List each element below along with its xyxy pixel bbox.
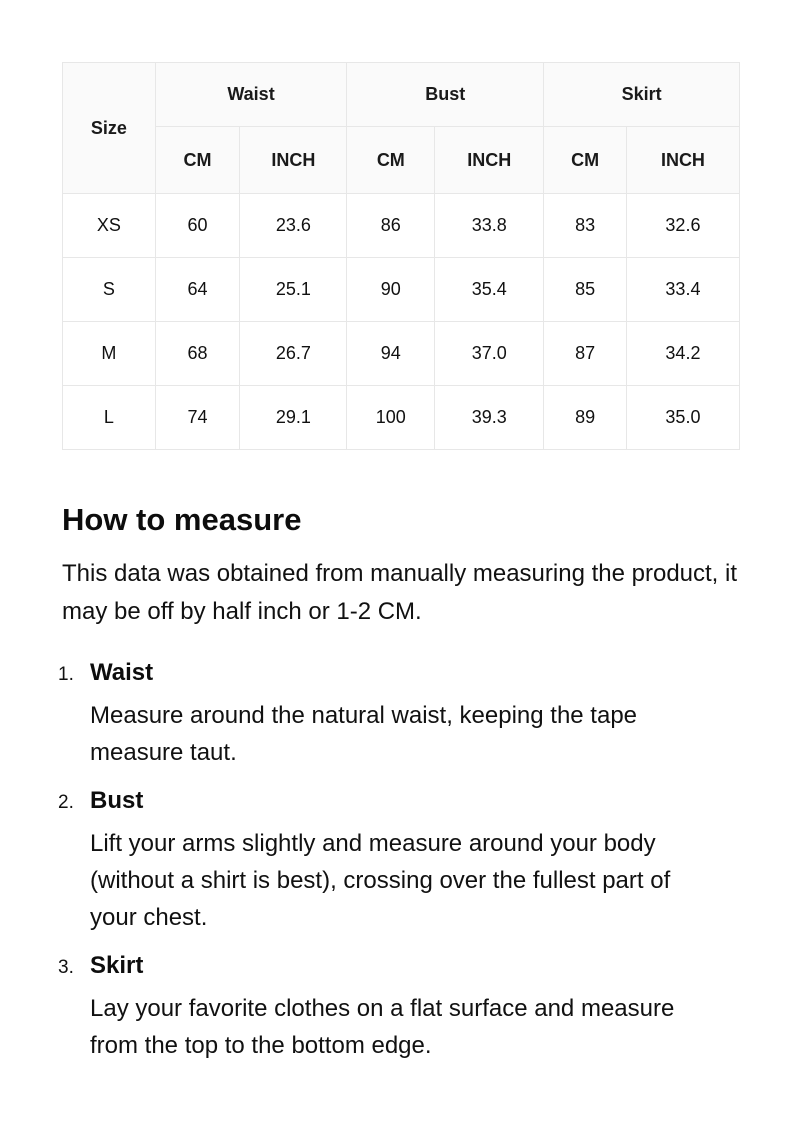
col-header-waist-cm: CM: [155, 127, 240, 194]
value-cell: 35.0: [626, 386, 739, 450]
value-cell: 100: [347, 386, 435, 450]
value-cell: 35.4: [435, 258, 544, 322]
how-to-measure-title: How to measure: [62, 502, 302, 537]
value-cell: 83: [544, 194, 627, 258]
col-header-bust-inch: INCH: [435, 127, 544, 194]
value-cell: 26.7: [240, 322, 347, 386]
value-cell: 23.6: [240, 194, 347, 258]
col-header-size: Size: [63, 63, 156, 194]
value-cell: 29.1: [240, 386, 347, 450]
size-cell: L: [63, 386, 156, 450]
measure-steps-list: [58, 659, 740, 1064]
step-number: 2.: [58, 792, 74, 813]
size-cell: XS: [63, 194, 156, 258]
value-cell: 87: [544, 322, 627, 386]
step-number: 1.: [58, 664, 74, 685]
step-title: Waist: [90, 659, 154, 686]
value-cell: 39.3: [435, 386, 544, 450]
value-cell: 94: [347, 322, 435, 386]
col-header-bust-cm: CM: [347, 127, 435, 194]
table-row-s: [63, 258, 740, 322]
value-cell: 64: [155, 258, 240, 322]
col-header-waist: Waist: [155, 63, 347, 127]
size-chart-table: [62, 62, 740, 450]
value-cell: 90: [347, 258, 435, 322]
step-heading: [58, 787, 740, 815]
value-cell: 89: [544, 386, 627, 450]
value-cell: 85: [544, 258, 627, 322]
value-cell: 33.4: [626, 258, 739, 322]
value-cell: 37.0: [435, 322, 544, 386]
how-to-measure-intro: This data was obtained from manually measuring the product, it may be off by half inch or 1-2 CM.: [62, 560, 738, 625]
value-cell: 68: [155, 322, 240, 386]
size-cell: M: [63, 322, 156, 386]
measure-step-bust: [58, 787, 740, 936]
step-number: 3.: [58, 957, 74, 978]
value-cell: 60: [155, 194, 240, 258]
step-heading: [58, 952, 740, 980]
step-description: Lift your arms slightly and measure around your body (without a shirt is best), crossing over the fullest part of your chest.: [90, 830, 671, 931]
col-header-skirt: Skirt: [544, 63, 740, 127]
value-cell: 32.6: [626, 194, 739, 258]
col-header-skirt-inch: INCH: [626, 127, 739, 194]
measure-step-waist: [58, 659, 740, 771]
value-cell: 34.2: [626, 322, 739, 386]
col-header-skirt-cm: CM: [544, 127, 627, 194]
step-description: Measure around the natural waist, keeping the tape measure taut.: [90, 702, 638, 766]
step-title: Skirt: [90, 952, 144, 979]
value-cell: 74: [155, 386, 240, 450]
value-cell: 25.1: [240, 258, 347, 322]
col-header-waist-inch: INCH: [240, 127, 347, 194]
table-header-unit-row: [63, 127, 740, 194]
table-row-xs: [63, 194, 740, 258]
measure-step-skirt: [58, 952, 740, 1064]
table-row-l: [63, 386, 740, 450]
step-heading: [58, 659, 740, 687]
step-description: Lay your favorite clothes on a flat surface and measure from the top to the bottom edge.: [90, 995, 675, 1059]
value-cell: 86: [347, 194, 435, 258]
table-row-m: [63, 322, 740, 386]
value-cell: 33.8: [435, 194, 544, 258]
col-header-bust: Bust: [347, 63, 544, 127]
size-cell: S: [63, 258, 156, 322]
table-header-group-row: [63, 63, 740, 127]
step-title: Bust: [90, 787, 144, 814]
